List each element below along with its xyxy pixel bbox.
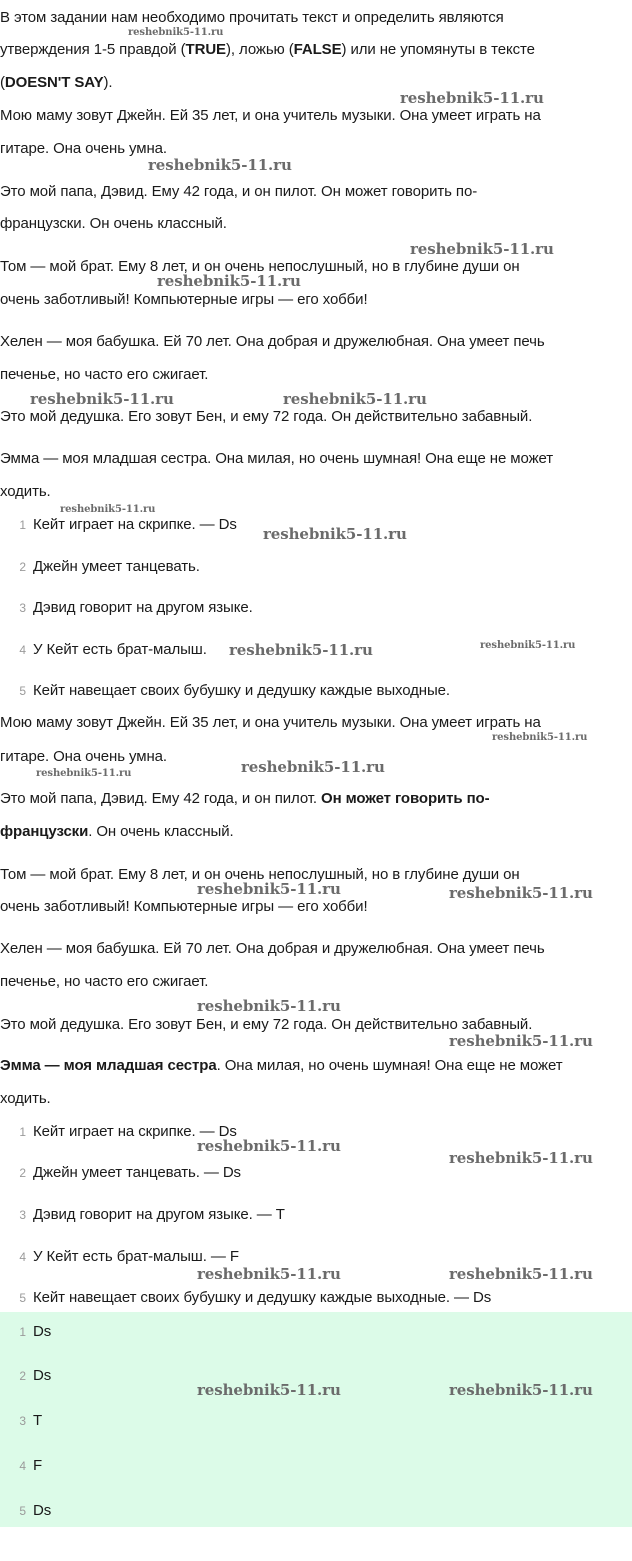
- watermark: reshebnik5-11.ru: [449, 884, 593, 902]
- watermark: reshebnik5-11.ru: [449, 1265, 593, 1283]
- text2-line: Это мой папа, Дэвид. Ему 42 года, и он пилот. Он может говорить по-: [0, 790, 490, 807]
- text2-line: Это мой дедушка. Его зовут Бен, и ему 72 года. Он действительно забавный.: [0, 1016, 533, 1033]
- text1-line: ходить.: [0, 483, 51, 500]
- list-item: 5 Кейт навещает своих бубушку и дедушку каждые выходные.: [19, 682, 450, 699]
- text1-line: Мою маму зовут Джейн. Ей 35 лет, и она учитель музыки. Она умеет играть на: [0, 107, 541, 124]
- text2-line: французски. Он очень классный.: [0, 823, 234, 840]
- watermark: reshebnik5-11.ru: [241, 758, 385, 776]
- watermark: reshebnik5-11.ru: [157, 272, 301, 290]
- watermark: reshebnik5-11.ru: [400, 89, 544, 107]
- text1-line: Хелен — моя бабушка. Ей 70 лет. Она добрая и дружелюбная. Она умеет печь: [0, 333, 545, 350]
- text2-line: печенье, но часто его сжигает.: [0, 973, 209, 990]
- text1-line: французски. Он очень классный.: [0, 215, 227, 232]
- watermark: reshebnik5-11.ru: [480, 640, 576, 651]
- answer-item: 2 Ds: [19, 1367, 52, 1384]
- watermark: reshebnik5-11.ru: [197, 880, 341, 898]
- watermark: reshebnik5-11.ru: [449, 1381, 593, 1399]
- watermark: reshebnik5-11.ru: [60, 504, 156, 515]
- list-item: 5 Кейт навещает своих бубушку и дедушку каждые выходные. — Ds: [19, 1289, 492, 1306]
- text2-line: Мою маму зовут Джейн. Ей 35 лет, и она учитель музыки. Она умеет играть на: [0, 714, 541, 731]
- list-item: 4 У Кейт есть брат-малыш. — F: [19, 1248, 239, 1265]
- watermark: reshebnik5-11.ru: [283, 390, 427, 408]
- watermark: reshebnik5-11.ru: [410, 240, 554, 258]
- text2-line: ходить.: [0, 1090, 51, 1107]
- watermark: reshebnik5-11.ru: [128, 27, 224, 38]
- doesnt-say-label: DOESN'T SAY: [4, 74, 104, 91]
- text1-line: Том — мой брат. Ему 8 лет, и он очень непослушный, но в глубине души он: [0, 258, 520, 275]
- watermark: reshebnik5-11.ru: [229, 641, 373, 659]
- text1-line: Это мой папа, Дэвид. Ему 42 года, и он пилот. Он может говорить по-: [0, 183, 478, 200]
- list-item: 2 Джейн умеет танцевать. — Ds: [19, 1164, 241, 1181]
- list-item: 3 Дэвид говорит на другом языке. — T: [19, 1206, 285, 1223]
- watermark: reshebnik5-11.ru: [197, 1137, 341, 1155]
- watermark: reshebnik5-11.ru: [263, 525, 407, 543]
- text2-line: Том — мой брат. Ему 8 лет, и он очень непослушный, но в глубине души он: [0, 866, 520, 883]
- watermark: reshebnik5-11.ru: [197, 1265, 341, 1283]
- watermark: reshebnik5-11.ru: [36, 768, 132, 779]
- list-item: 1 Кейт играет на скрипке. — Ds: [19, 1123, 237, 1140]
- list-item: 1 Кейт играет на скрипке. — Ds: [19, 516, 237, 533]
- list-item: 4 У Кейт есть брат-малыш.: [19, 641, 207, 658]
- watermark: reshebnik5-11.ru: [197, 1381, 341, 1399]
- text1-line: печенье, но часто его сжигает.: [0, 366, 209, 383]
- text2-line: Эмма — моя младшая сестра. Она милая, но очень шумная! Она еще не может: [0, 1057, 563, 1074]
- list-item: 3 Дэвид говорит на другом языке.: [19, 599, 253, 616]
- watermark: reshebnik5-11.ru: [30, 390, 174, 408]
- text2-line: гитаре. Она очень умна.: [0, 748, 167, 765]
- list-item: 2 Джейн умеет танцевать.: [19, 558, 200, 575]
- answer-item: 4 F: [19, 1457, 43, 1474]
- text1-line: Это мой дедушка. Его зовут Бен, и ему 72 года. Он действительно забавный.: [0, 408, 533, 425]
- text2-line: Хелен — моя бабушка. Ей 70 лет. Она добрая и дружелюбная. Она умеет печь: [0, 940, 545, 957]
- answer-item: 5 Ds: [19, 1502, 52, 1519]
- text1-line: Эмма — моя младшая сестра. Она милая, но очень шумная! Она еще не может: [0, 450, 554, 467]
- watermark: reshebnik5-11.ru: [197, 997, 341, 1015]
- intro-line-3: (DOESN'T SAY).: [0, 74, 113, 91]
- false-label: FALSE: [293, 41, 342, 58]
- intro-line-1: В этом задании нам необходимо прочитать текст и определить являются: [0, 9, 504, 26]
- watermark: reshebnik5-11.ru: [449, 1032, 593, 1050]
- watermark: reshebnik5-11.ru: [449, 1149, 593, 1167]
- true-label: TRUE: [185, 41, 226, 58]
- text1-line: гитаре. Она очень умна.: [0, 140, 167, 157]
- watermark: reshebnik5-11.ru: [492, 732, 588, 743]
- answer-item: 1 Ds: [19, 1323, 52, 1340]
- text2-line: очень заботливый! Компьютерные игры — его хобби!: [0, 898, 368, 915]
- answer-item: 3 T: [19, 1412, 43, 1429]
- watermark: reshebnik5-11.ru: [148, 156, 292, 174]
- text1-line: очень заботливый! Компьютерные игры — его хобби!: [0, 291, 368, 308]
- intro-line-2: утверждения 1-5 правдой (TRUE), ложью (FALSE) или не упомянуты в тексте: [0, 41, 535, 58]
- answers-box: [0, 1312, 632, 1527]
